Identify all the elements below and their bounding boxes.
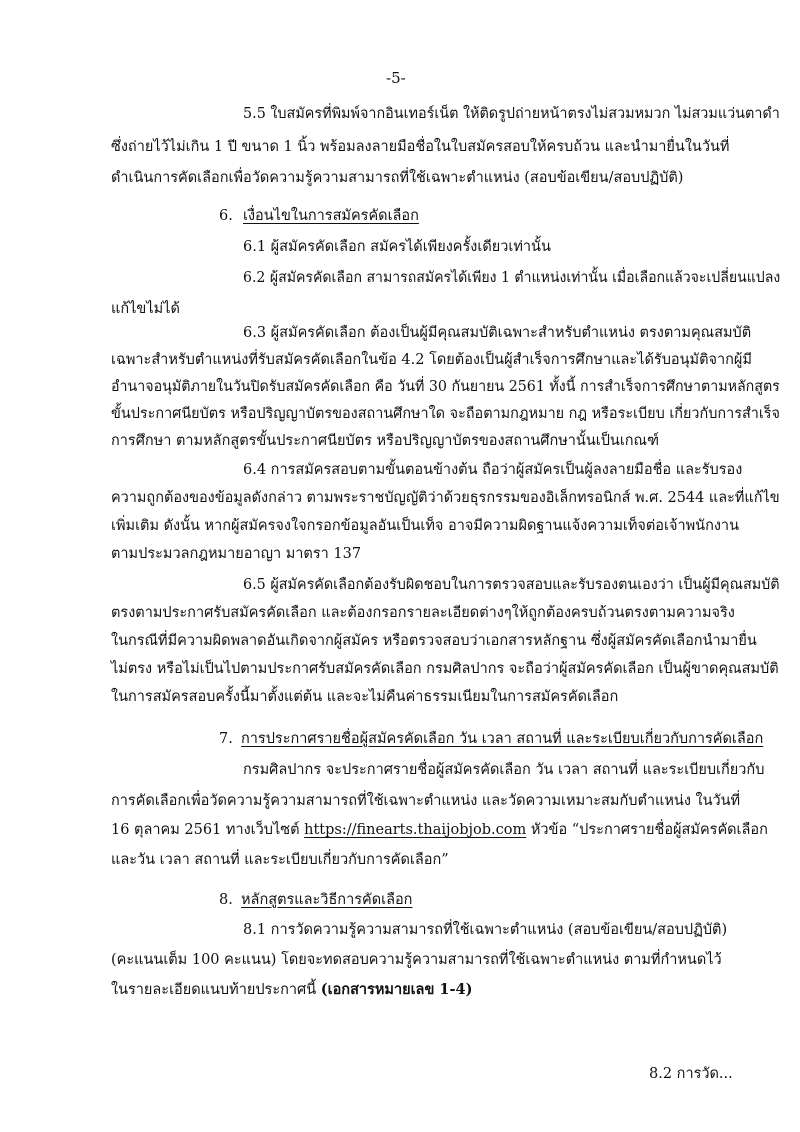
- section-7-number: 7.: [219, 731, 233, 747]
- section-8-line-2: (คะแนนเต็ม 100 คะแนน) โดยจะทดสอบความรู้ความสามารถที่ใช้เฉพาะตำแหน่ง ตามที่กำหนดไว้: [111, 952, 722, 968]
- section-6-4-line-4: ตามประมวลกฎหมายอาญา มาตรา 137: [111, 546, 362, 562]
- continuation-note: 8.2 การวัด...: [649, 1066, 733, 1082]
- section-7-line-3: [111, 820, 768, 840]
- section-6-3-line-1: 6.3 ผู้สมัครคัดเลือก ต้องเป็นผู้มีคุณสมบัติเฉพาะสำหรับตำแหน่ง ตรงตามคุณสมบัติ: [243, 325, 752, 341]
- document-reference: (เอกสารหมายเลข 1-4): [320, 981, 473, 998]
- section-6-5-line-5: ในการสมัครสอบครั้งนี้มาตั้งแต่ต้น และจะไม่คืนค่าธรรมเนียมในการสมัครคัดเลือก: [111, 689, 619, 705]
- section-7-heading: การประกาศรายชื่อผู้สมัครคัดเลือก วัน เวลา สถานที่ และระเบียบเกี่ยวกับการคัดเลือก: [241, 731, 764, 747]
- section-6-2-line-1: 6.2 ผู้สมัครคัดเลือก สามารถสมัครได้เพียง 1 ตำแหน่งเท่านั้น เมื่อเลือกแล้วจะเปลี่ยนแปลง: [243, 270, 781, 286]
- section-6-4-line-2: ความถูกต้องของข้อมูลดังกล่าว ตามพระราชบัญญัติว่าด้วยธุรกรรมของอิเล็กทรอนิกส์ พ.ศ. 2544 และที่แก้ไข: [111, 490, 780, 506]
- section-8-number: 8.: [219, 892, 233, 908]
- section-8-line-1: 8.1 การวัดความรู้ความสามารถที่ใช้เฉพาะตำแหน่ง (สอบข้อเขียน/สอบปฏิบัติ): [243, 922, 728, 938]
- section-7-line-1: กรมศิลปากร จะประกาศรายชื่อผู้สมัครคัดเลือก วัน เวลา สถานที่ และระเบียบเกี่ยวกับ: [243, 762, 765, 778]
- section-6-4-line-1: 6.4 การสมัครสอบตามขั้นตอนข้างต้น ถือว่าผู้สมัครเป็นผู้ลงลายมือชื่อ และรับรอง: [243, 462, 743, 478]
- section-7-line-2: การคัดเลือกเพื่อวัดความรู้ความสามารถที่ใช้เฉพาะตำแหน่ง และวัดความเหมาะสมกับตำแหน่ง ในวันที่: [111, 793, 741, 809]
- section-8-line-3: [111, 980, 472, 1000]
- section-6-3-line-4: ขั้นประกาศนียบัตร หรือปริญญาบัตรของสถานศึกษาใด จะถือตามกฎหมาย กฎ หรือระเบียบ เกี่ยวกับการสำเร็จ: [111, 406, 780, 422]
- website-link[interactable]: https://finearts.thaijobjob.com: [304, 822, 527, 838]
- section-6-heading: เงื่อนไขในการสมัครคัดเลือก: [243, 208, 419, 224]
- section-6-3-line-3: อำนาจอนุมัติภายในวันปิดรับสมัครคัดเลือก คือ วันที่ 30 กันยายน 2561 ทั้งนี้ การสำเร็จการศึกษาตามหลักสูตร: [111, 379, 780, 395]
- section-6-5-line-4: ไม่ตรง หรือไม่เป็นไปตามประกาศรับสมัครคัดเลือก กรมศิลปากร จะถือว่าผู้สมัครคัดเลือก เป็นผู้ขาดคุณสมบัติ: [111, 661, 779, 677]
- section-5-5-line-2: ซึ่งถ่ายไว้ไม่เกิน 1 ปี ขนาด 1 นิ้ว พร้อมลงลายมือชื่อในใบสมัครสอบให้ครบถ้วน และนำมายื่นในวันที่: [111, 139, 730, 155]
- section-6-5-line-1: 6.5 ผู้สมัครคัดเลือกต้องรับผิดชอบในการตรวจสอบและรับรองตนเองว่า เป็นผู้มีคุณสมบัติ: [243, 577, 780, 593]
- section-6-5-line-3: ในกรณีที่มีความผิดพลาดอันเกิดจากผู้สมัคร หรือตรวจสอบว่าเอกสารหลักฐาน ซึ่งผู้สมัครคัดเลือกนำมายื่น: [111, 633, 757, 649]
- section-7-line-4: และวัน เวลา สถานที่ และระเบียบเกี่ยวกับการคัดเลือก”: [111, 852, 449, 868]
- section-7-line-3-tail: หัวข้อ “ประกาศรายชื่อผู้สมัครคัดเลือก: [526, 822, 768, 838]
- section-6-1: 6.1 ผู้สมัครคัดเลือก สมัครได้เพียงครั้งเดียวเท่านั้น: [243, 239, 551, 255]
- section-5-5-line-3: ดำเนินการคัดเลือกเพื่อวัดความรู้ความสามารถที่ใช้เฉพาะตำแหน่ง (สอบข้อเขียน/สอบปฏิบัติ): [111, 170, 684, 186]
- page-number: -5-: [386, 69, 406, 87]
- section-5-5-line-1: 5.5 ใบสมัครที่พิมพ์จากอินเทอร์เน็ต ให้ติดรูปถ่ายหน้าตรงไม่สวมหมวก ไม่สวมแว่นตาดำ: [243, 106, 780, 122]
- section-8-line-3-text: ในรายละเอียดแนบท้ายประกาศนี้: [111, 982, 321, 998]
- section-6-3-line-5: การศึกษา ตามหลักสูตรขั้นประกาศนียบัตร หรือปริญญาบัตรของสถานศึกษานั้นเป็นเกณฑ์: [111, 433, 660, 449]
- section-6-number: 6.: [219, 208, 233, 224]
- section-6-4-line-3: เพิ่มเติม ดังนั้น หากผู้สมัครจงใจกรอกข้อมูลอันเป็นเท็จ อาจมีความผิดฐานแจ้งความเท็จต่อเจ้าพนักงาน: [111, 518, 739, 534]
- section-6-3-line-2: เฉพาะสำหรับตำแหน่งที่รับสมัครคัดเลือกในข้อ 4.2 โดยต้องเป็นผู้สำเร็จการศึกษาและได้รับอนุมัติจากผู้มี: [111, 352, 752, 368]
- section-8-heading: หลักสูตรและวิธีการคัดเลือก: [241, 892, 413, 908]
- section-6-5-line-2: ตรงตามประกาศรับสมัครคัดเลือก และต้องกรอกรายละเอียดต่างๆให้ถูกต้องครบถ้วนตรงตามความจริง: [111, 605, 735, 621]
- section-6-2-line-2: แก้ไขไม่ได้: [111, 301, 180, 317]
- section-7-line-3-text: 16 ตุลาคม 2561 ทางเว็บไซต์: [111, 822, 305, 838]
